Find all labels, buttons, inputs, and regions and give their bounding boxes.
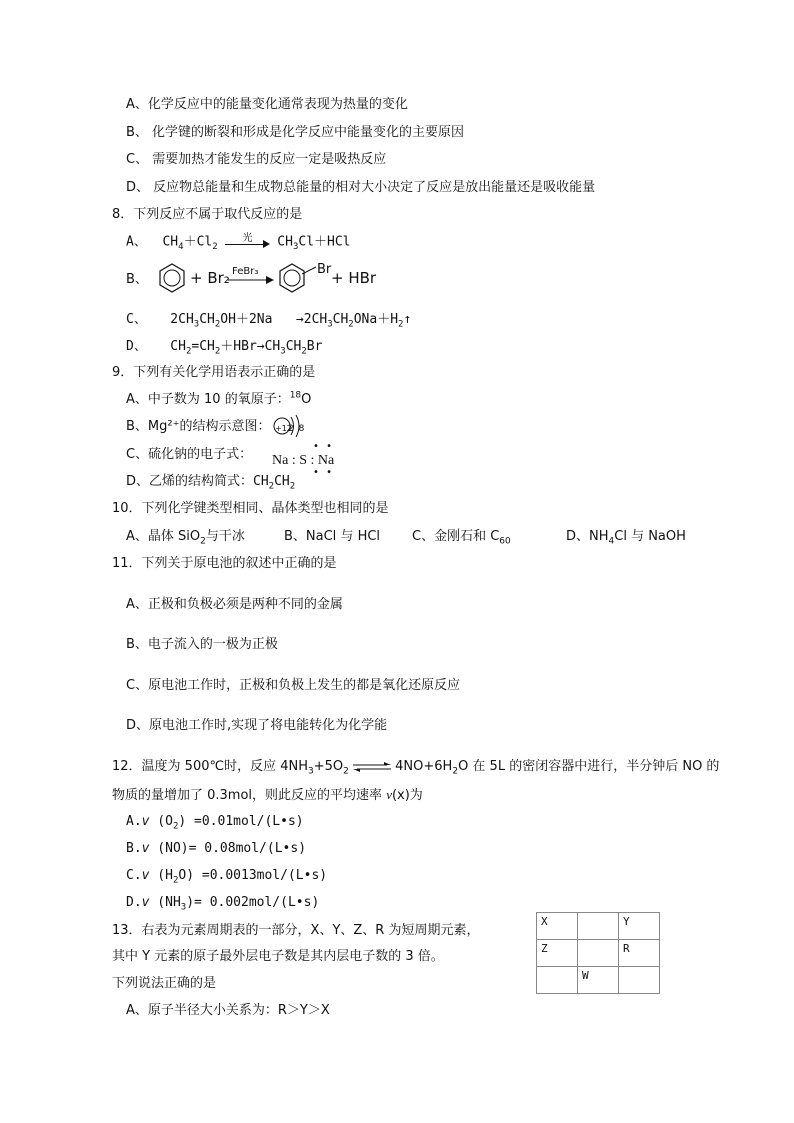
table-row bbox=[537, 913, 660, 940]
oxygen-symbol: O bbox=[301, 392, 312, 407]
table-cell: R bbox=[619, 940, 660, 967]
q9-stem: 9．下列有关化学用语表示正确的是 bbox=[112, 365, 316, 380]
colon-left: : bbox=[291, 453, 296, 468]
q8-a-condition: 光 bbox=[242, 233, 253, 244]
q12-option-b: B.v (NO)= 0.08mol/(L•s) bbox=[126, 841, 307, 856]
q9-c-text: C、硫化钠的电子式： bbox=[126, 447, 253, 462]
q12-line-1: 12．温度为 500℃时，反应 $4NH_3+5O_2$ $4NO+6H_2O$ 在 5L 的密闭容器中进行，半分钟后 NO 的 bbox=[112, 759, 720, 777]
colon-right: : bbox=[310, 453, 315, 468]
q9-option-c bbox=[126, 446, 252, 464]
q13-line-2: 其中 Y 元素的原子最外层电子数是其内层电子数的 3 倍。 bbox=[112, 949, 444, 964]
q10-option-d: D、$NH_4Cl$ 与 NaOH bbox=[566, 529, 686, 547]
q10-stem: 10．下列化学键类型相同、晶体类型也相同的是 bbox=[112, 501, 389, 516]
q8-stem: 8．下列反应不属于取代反应的是 bbox=[112, 207, 303, 222]
q9-b-text: B、Mg²⁺的结构示意图： bbox=[126, 419, 271, 434]
q8-c-label: C、 bbox=[126, 312, 147, 327]
br-bond-icon bbox=[302, 264, 318, 276]
q12-vx-text: (x)为 bbox=[391, 788, 423, 803]
q8-option-a: A、 $CH_4+Cl_2$ 光 $CH_3Cl+HCl$ bbox=[126, 233, 351, 252]
q12-line-2 bbox=[112, 786, 423, 805]
reversible-arrow-icon bbox=[353, 762, 391, 772]
q8-b-label: B、 bbox=[126, 272, 148, 287]
q8-b-reagent: + Br₂ bbox=[190, 269, 230, 287]
reaction-arrow-icon bbox=[228, 275, 274, 285]
q9-option-a bbox=[126, 391, 311, 409]
q11-option-b: B、电子流入的一极为正极 bbox=[126, 637, 278, 652]
q8-b-product-sub: Br bbox=[317, 262, 332, 277]
table-cell bbox=[537, 967, 578, 994]
light-arrow bbox=[225, 233, 269, 251]
q8-d-label: D、 bbox=[126, 339, 147, 354]
q9-a-text: A、中子数为 10 的氧原子： bbox=[126, 392, 290, 407]
table-cell: Y bbox=[619, 913, 660, 940]
na-right: Na bbox=[317, 453, 335, 468]
q11-stem: 11．下列关于原电池的叙述中正确的是 bbox=[112, 556, 337, 571]
table-cell: W bbox=[578, 967, 619, 994]
mg-shell-electrons: 2 8 bbox=[288, 424, 306, 434]
rate-symbol: v bbox=[386, 787, 392, 802]
q8-option-c: C、 $2CH_3CH_2OH+2Na$ $\to 2CH_3CH_2ONa+H_2↑$ bbox=[126, 312, 412, 330]
q8-a-label: A、 bbox=[126, 234, 147, 250]
q12-option-c: C.v $(H_2O)$ =0.0013mol/(L•s) bbox=[126, 868, 328, 886]
q7-option-d: D、 反应物总能量和生成物总能量的相对大小决定了反应是放出能量还是吸收能量 bbox=[126, 180, 596, 195]
q11-option-c: C、原电池工作时，正极和负极上发生的都是氧化还原反应 bbox=[126, 678, 461, 693]
q10-option-c: C、金刚石和 $C_{60}$ bbox=[412, 529, 511, 547]
table-cell: X bbox=[537, 913, 578, 940]
q13-line-1: 13．右表为元素周期表的一部分，X、Y、Z、R 为短周期元素， bbox=[112, 923, 480, 938]
q13-line-3: 下列说法正确的是 bbox=[112, 976, 217, 991]
q11-option-a: A、正极和负极必须是两种不同的金属 bbox=[126, 597, 343, 612]
q12-option-a: A.v $(O_2)$ =0.01mol/(L•s) bbox=[126, 814, 304, 832]
q10-option-a: A、晶体 SiO$_2$与干冰 bbox=[126, 529, 245, 547]
q8-b-catalyst: FeBr₃ bbox=[232, 266, 259, 277]
mg-nucleus-label: +12 bbox=[275, 424, 292, 433]
q12-line-2-text: 物质的量增加了 0.3mol，则此反应的平均速率 bbox=[112, 788, 383, 803]
sulfur-symbol: S bbox=[299, 453, 308, 468]
q10-option-b: B、NaCl 与 HCl bbox=[284, 529, 381, 544]
table-cell bbox=[578, 913, 619, 940]
benzene-ring-icon bbox=[156, 262, 188, 294]
table-cell: Z bbox=[537, 940, 578, 967]
q8-option-d: D、 $CH_2=CH_2+HBr\to CH_3CH_2Br$ bbox=[126, 339, 323, 357]
q7-option-c: C、 需要加热才能发生的反应一定是吸热反应 bbox=[126, 152, 387, 167]
q13-option-a: A、原子半径大小关系为：R＞Y＞X bbox=[126, 1003, 330, 1018]
q7-option-b: B、 化学键的断裂和形成是化学反应中能量变化的主要原因 bbox=[126, 125, 465, 140]
table-row bbox=[537, 940, 660, 967]
q12-option-d: D.v $(NH_3)=$ 0.002mol/(L•s) bbox=[126, 895, 320, 913]
oxygen-mass-number: 18 bbox=[289, 390, 302, 401]
q9-d-text: D、乙烯的结构简式： bbox=[126, 474, 254, 489]
periodic-table-fragment bbox=[536, 912, 660, 994]
q7-option-a: A、化学反应中的能量变化通常表现为热量的变化 bbox=[126, 97, 408, 112]
q8-b-hbr: + HBr bbox=[331, 269, 377, 287]
q11-option-d: D、原电池工作时,实现了将电能转化为化学能 bbox=[126, 718, 388, 733]
table-cell bbox=[619, 967, 660, 994]
sulfur-electron-dots-bottom: • • bbox=[313, 467, 334, 478]
q9-option-d: D、乙烯的结构简式：$CH_2CH_2$ bbox=[126, 474, 296, 492]
table-cell bbox=[578, 940, 619, 967]
sulfur-electron-dots-top: • • bbox=[313, 441, 334, 452]
q9-option-b bbox=[126, 418, 270, 436]
na-left: Na bbox=[272, 453, 289, 468]
table-row bbox=[537, 967, 660, 994]
